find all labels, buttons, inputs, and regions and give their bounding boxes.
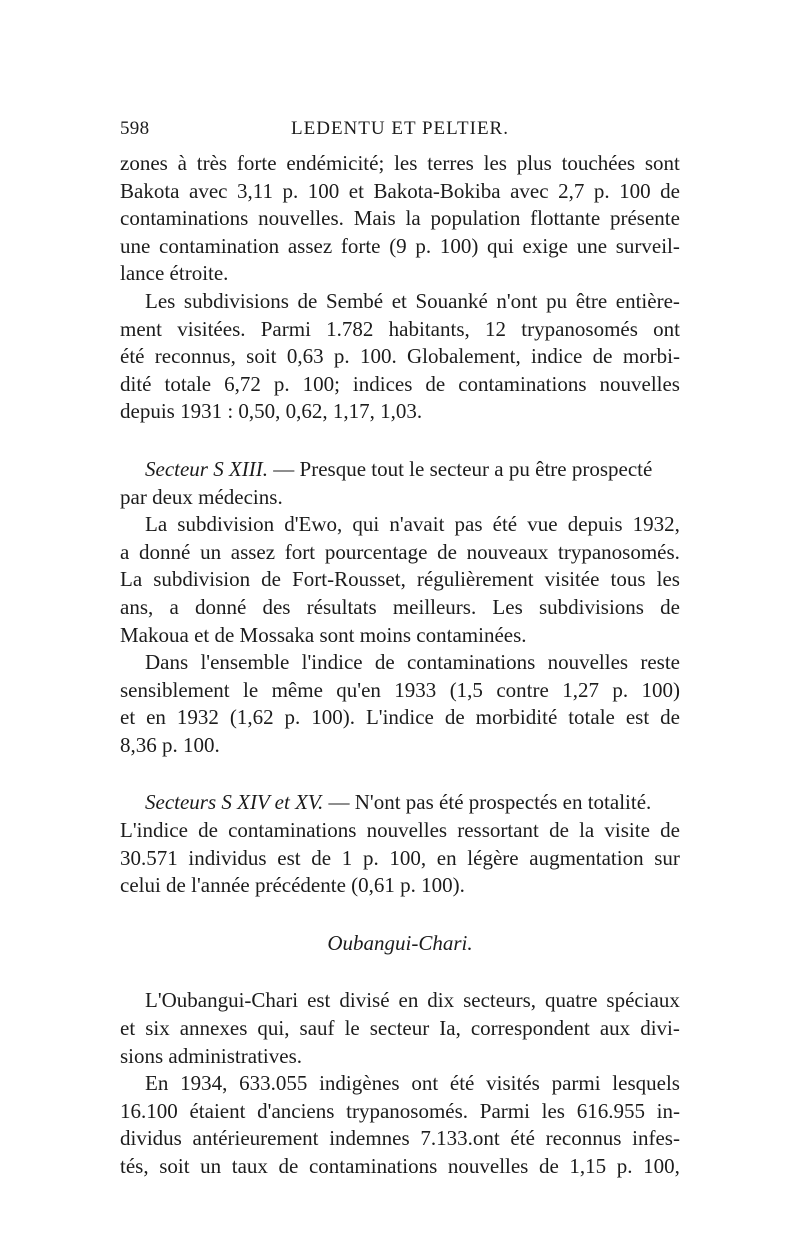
text-line: par deux médecins. [120,484,283,509]
word: depuis [567,512,623,537]
word: de [660,705,680,730]
text-line: 8,36 p. 100. [120,732,220,757]
word: été [510,1126,535,1151]
word: (1,62 [229,705,274,730]
text-line [120,178,680,206]
running-title: LEDENTU ET PELTIER. [291,118,509,139]
word: des [262,594,291,619]
word: indemnes [329,1126,410,1151]
word: totale [568,705,615,730]
text-line [120,1098,680,1126]
word: est [277,845,301,870]
word: antérieurement [192,1126,319,1151]
text-line [120,594,680,622]
word: indigènes [319,1071,400,1096]
word: 1,15 [569,1154,607,1178]
word: 0,63 [286,344,324,369]
word: les [394,151,418,175]
word: de [660,594,680,619]
word: taux [231,1154,268,1178]
word: subdivisions [538,594,644,619]
word: 100 [307,178,340,203]
word: Sembé [325,288,384,313]
text-line [120,288,680,316]
text-line [120,649,680,677]
word: de [311,845,332,870]
word: subdivisions [183,288,289,313]
text-line [120,704,680,732]
word: six [145,1016,170,1041]
word: p. [333,344,350,369]
word: in- [656,1098,680,1123]
word: population [430,206,521,231]
text-line [120,1153,680,1181]
word: 100. [359,344,397,369]
word: Dans [145,650,189,675]
text-line [120,205,680,233]
text-line [120,817,680,845]
word: assez [230,539,276,564]
word: qui [352,512,380,537]
word: été [120,344,145,369]
word: ment [120,316,162,341]
text-line [120,233,680,261]
word: et [391,288,407,313]
word: 12 [485,316,506,341]
word: et [120,1016,136,1041]
word: 100) [641,677,680,702]
word: le [243,677,259,702]
text-line [120,1070,680,1098]
word: flottante [530,206,601,231]
word: reconnus, [154,344,236,369]
word: nouvelles [599,371,680,396]
word: individus [188,845,267,870]
word: (9 [389,233,407,258]
page-number: 598 [120,118,150,139]
text-line [120,677,680,705]
word: trypanosomés. [558,539,680,564]
word: de [538,1154,559,1178]
word: entière- [615,288,680,313]
word: p. [282,178,299,203]
word: Parmi [479,1098,530,1123]
word: nouvelles [366,818,448,843]
word: augmentation [529,845,644,870]
word: nouvelles [447,1154,529,1178]
word: annexes [179,1016,248,1041]
word: est [625,705,650,730]
word: contamination [159,233,280,258]
word: L'indice [365,705,434,730]
word: visitées. [177,316,246,341]
text-line [120,371,680,399]
word: de [444,705,465,730]
word: 100) [439,233,479,258]
word: une [576,233,608,258]
section-label: Secteur S XIII. [145,456,269,481]
word: zones [120,151,168,175]
word: été [449,1071,475,1096]
word: 3,11 [236,178,273,203]
word: 1932, [632,512,680,537]
word: à [177,151,187,175]
text-line [120,566,680,594]
word: forte [340,233,381,258]
word: 100). [311,705,355,730]
word: Mais [353,206,396,231]
text-line [120,845,680,873]
word: forte [236,151,277,175]
word: subdivision [153,567,251,592]
word: ressortant [457,818,539,843]
word: plus [516,151,552,175]
word: reconnus [545,1126,622,1151]
word: contaminations [120,206,249,231]
word: nouvelles. [258,206,344,231]
word: meilleurs. [392,594,477,619]
text-line [120,789,680,817]
word: un [200,1154,222,1178]
word: 100; [302,371,340,396]
word: soit [246,344,277,369]
word: lesquels [612,1071,680,1096]
word: la [579,818,595,843]
word: 1,27 [562,677,599,702]
word: (1,5 [449,677,483,702]
word: tés, [120,1154,149,1178]
word: un [200,539,222,564]
word: vue [527,512,558,537]
word: en [398,988,419,1013]
word: la [405,206,421,231]
word: aux [599,1016,631,1041]
word: exige [522,233,569,258]
word: visités [486,1071,540,1096]
word: de [261,567,281,592]
word: ans, [120,594,154,619]
word: l'ensemble [200,650,290,675]
word: En [145,1071,169,1096]
text-line [120,987,680,1015]
text-line: Makoua et de Mossaka sont moins contaminées. [120,622,527,647]
word: dité [120,371,152,396]
word: visite [604,818,650,843]
word: 633.055 [239,1071,308,1096]
word: 1934, [180,1071,228,1096]
word: secteur [369,1016,430,1041]
word: et [120,705,136,730]
word: Souanké [415,288,488,313]
text-line [120,511,680,539]
word: Bakota-Bokiba [373,178,501,203]
word: Les [492,594,523,619]
word: tous [610,567,646,592]
body-text [120,150,680,1181]
document-page [120,118,680,1181]
word: L'Oubangui-Chari [145,988,299,1013]
word: p. [616,1154,633,1178]
word: totale [164,371,212,396]
text-line [120,316,680,344]
word: n'avait [389,512,445,537]
word: de [660,818,680,843]
word: qu'en [336,677,381,702]
text-line [120,1015,680,1043]
word: ont [653,316,680,341]
word: contaminations [228,818,357,843]
word: p. [593,178,610,203]
word: de [437,539,457,564]
word: dividus [120,1126,182,1151]
word: soit [159,1154,190,1178]
word: en [146,705,166,730]
word: de [549,818,569,843]
word: 16.100 [120,1098,178,1123]
word: La [120,567,143,592]
word: dix [427,988,455,1013]
word: 7.133.ont [420,1126,500,1151]
word: indices [352,371,413,396]
paragraph-gap [120,900,680,930]
word: de [374,650,395,675]
word: été [492,512,518,537]
word: p. [362,845,379,870]
text-span: — N'ont pas été prospectés en totalité. [323,790,652,815]
word: trypanosomés [521,316,638,341]
text-line [120,343,680,371]
word: sauf [299,1016,335,1041]
word: p. [284,705,301,730]
paragraph-gap [120,426,680,456]
word: divi- [640,1016,680,1041]
word: avec [189,178,228,203]
text-line [120,539,680,567]
word: p. [612,677,629,702]
word: nouveaux [466,539,549,564]
word: contaminations [458,371,587,396]
word: Ia, [439,1016,461,1041]
word: Globalement, [407,344,521,369]
word: le [344,1016,360,1041]
text-line [120,456,680,484]
word: de [592,344,613,369]
word: est [307,988,331,1013]
word: 1933 [394,677,437,702]
word: terres [427,151,474,175]
word: donné [194,594,247,619]
word: avec [510,178,549,203]
word: pu [546,288,568,313]
word: contaminations [308,1154,438,1178]
text-span: — Presque tout le secteur a pu être prospecté [268,456,653,481]
word: les [483,151,507,175]
word: pas [454,512,483,537]
word: d'Ewo, [284,512,343,537]
paragraph-gap [120,957,680,987]
word: divisé [339,988,390,1013]
word: même [271,677,323,702]
word: en [436,845,457,870]
word: Bakota [120,178,180,203]
word: morbi- [622,344,680,369]
word: secteurs, [463,988,536,1013]
word: l'indice [301,650,363,675]
word: trypanosomés. [346,1098,469,1123]
word: sur [654,845,680,870]
word: morbidité [475,705,558,730]
word: ont [411,1071,439,1096]
word: surveil- [615,233,680,258]
word: Les [145,288,176,313]
word: être [575,288,608,313]
word: de [425,371,446,396]
word: 616.955 [576,1098,645,1123]
word: 100, [389,845,427,870]
word: 2,7 [558,178,585,203]
word: et [348,178,364,203]
text-line: depuis 1931 : 0,50, 0,62, 1,17, 1,03. [120,399,423,424]
word: donné [139,539,191,564]
word: qui, [257,1016,290,1041]
word: régulièrement [416,567,534,592]
word: 100 [619,178,651,203]
word: 30.571 [120,845,178,870]
word: p. [273,371,290,396]
word: présente [609,206,680,231]
word: touchées [561,151,636,175]
word: nouvelles [547,650,629,675]
word: visitée [544,567,600,592]
word: indice [531,344,583,369]
word: p. [415,233,432,258]
word: les [541,1098,565,1123]
word: sensiblement [120,677,230,702]
word: légère [467,845,519,870]
word: les [656,567,680,592]
word: Fort-Rousset, [292,567,406,592]
word: sont [644,151,680,175]
text-line [120,1125,680,1153]
word: a [169,594,179,619]
word: spéciaux [606,988,680,1013]
section-label: Secteurs S XIV et XV. [145,790,324,815]
word: 1 [341,845,353,870]
word: L'indice [120,818,188,843]
text-line: celui de l'année précédente (0,61 p. 100). [120,873,465,898]
word: endémicité; [286,151,385,175]
word: correspondent [470,1016,590,1041]
page-header [120,118,680,140]
word: contaminations [406,650,536,675]
word: fort [284,539,316,564]
word: de [198,818,218,843]
word: de [278,1154,299,1178]
word: contre [496,677,549,702]
word: de [297,288,318,313]
word: assez [287,233,333,258]
word: 6,72 [224,371,261,396]
section-heading: Oubangui-Chari. [327,930,473,955]
word: habitants, [388,316,470,341]
word: très [196,151,228,175]
word: infes- [632,1126,680,1151]
text-line: lance étroite. [120,261,229,286]
paragraph-gap [120,759,680,789]
word: étaient [189,1098,246,1123]
word: a [120,539,130,564]
text-line [120,150,680,178]
word: 1932 [176,705,219,730]
word: quatre [544,988,598,1013]
text-line: sions administratives. [120,1043,302,1068]
word: 100, [643,1154,680,1178]
word: reste [640,650,680,675]
word: pourcentage [324,539,428,564]
word: n'ont [496,288,538,313]
word: 1.782 [326,316,374,341]
word: parmi [551,1071,601,1096]
word: une [120,233,151,258]
word: La [145,512,168,537]
word: Parmi [260,316,311,341]
word: qui [487,233,514,258]
word: subdivision [177,512,275,537]
word: d'anciens [257,1098,335,1123]
word: résultats [306,594,377,619]
word: de [660,178,680,203]
